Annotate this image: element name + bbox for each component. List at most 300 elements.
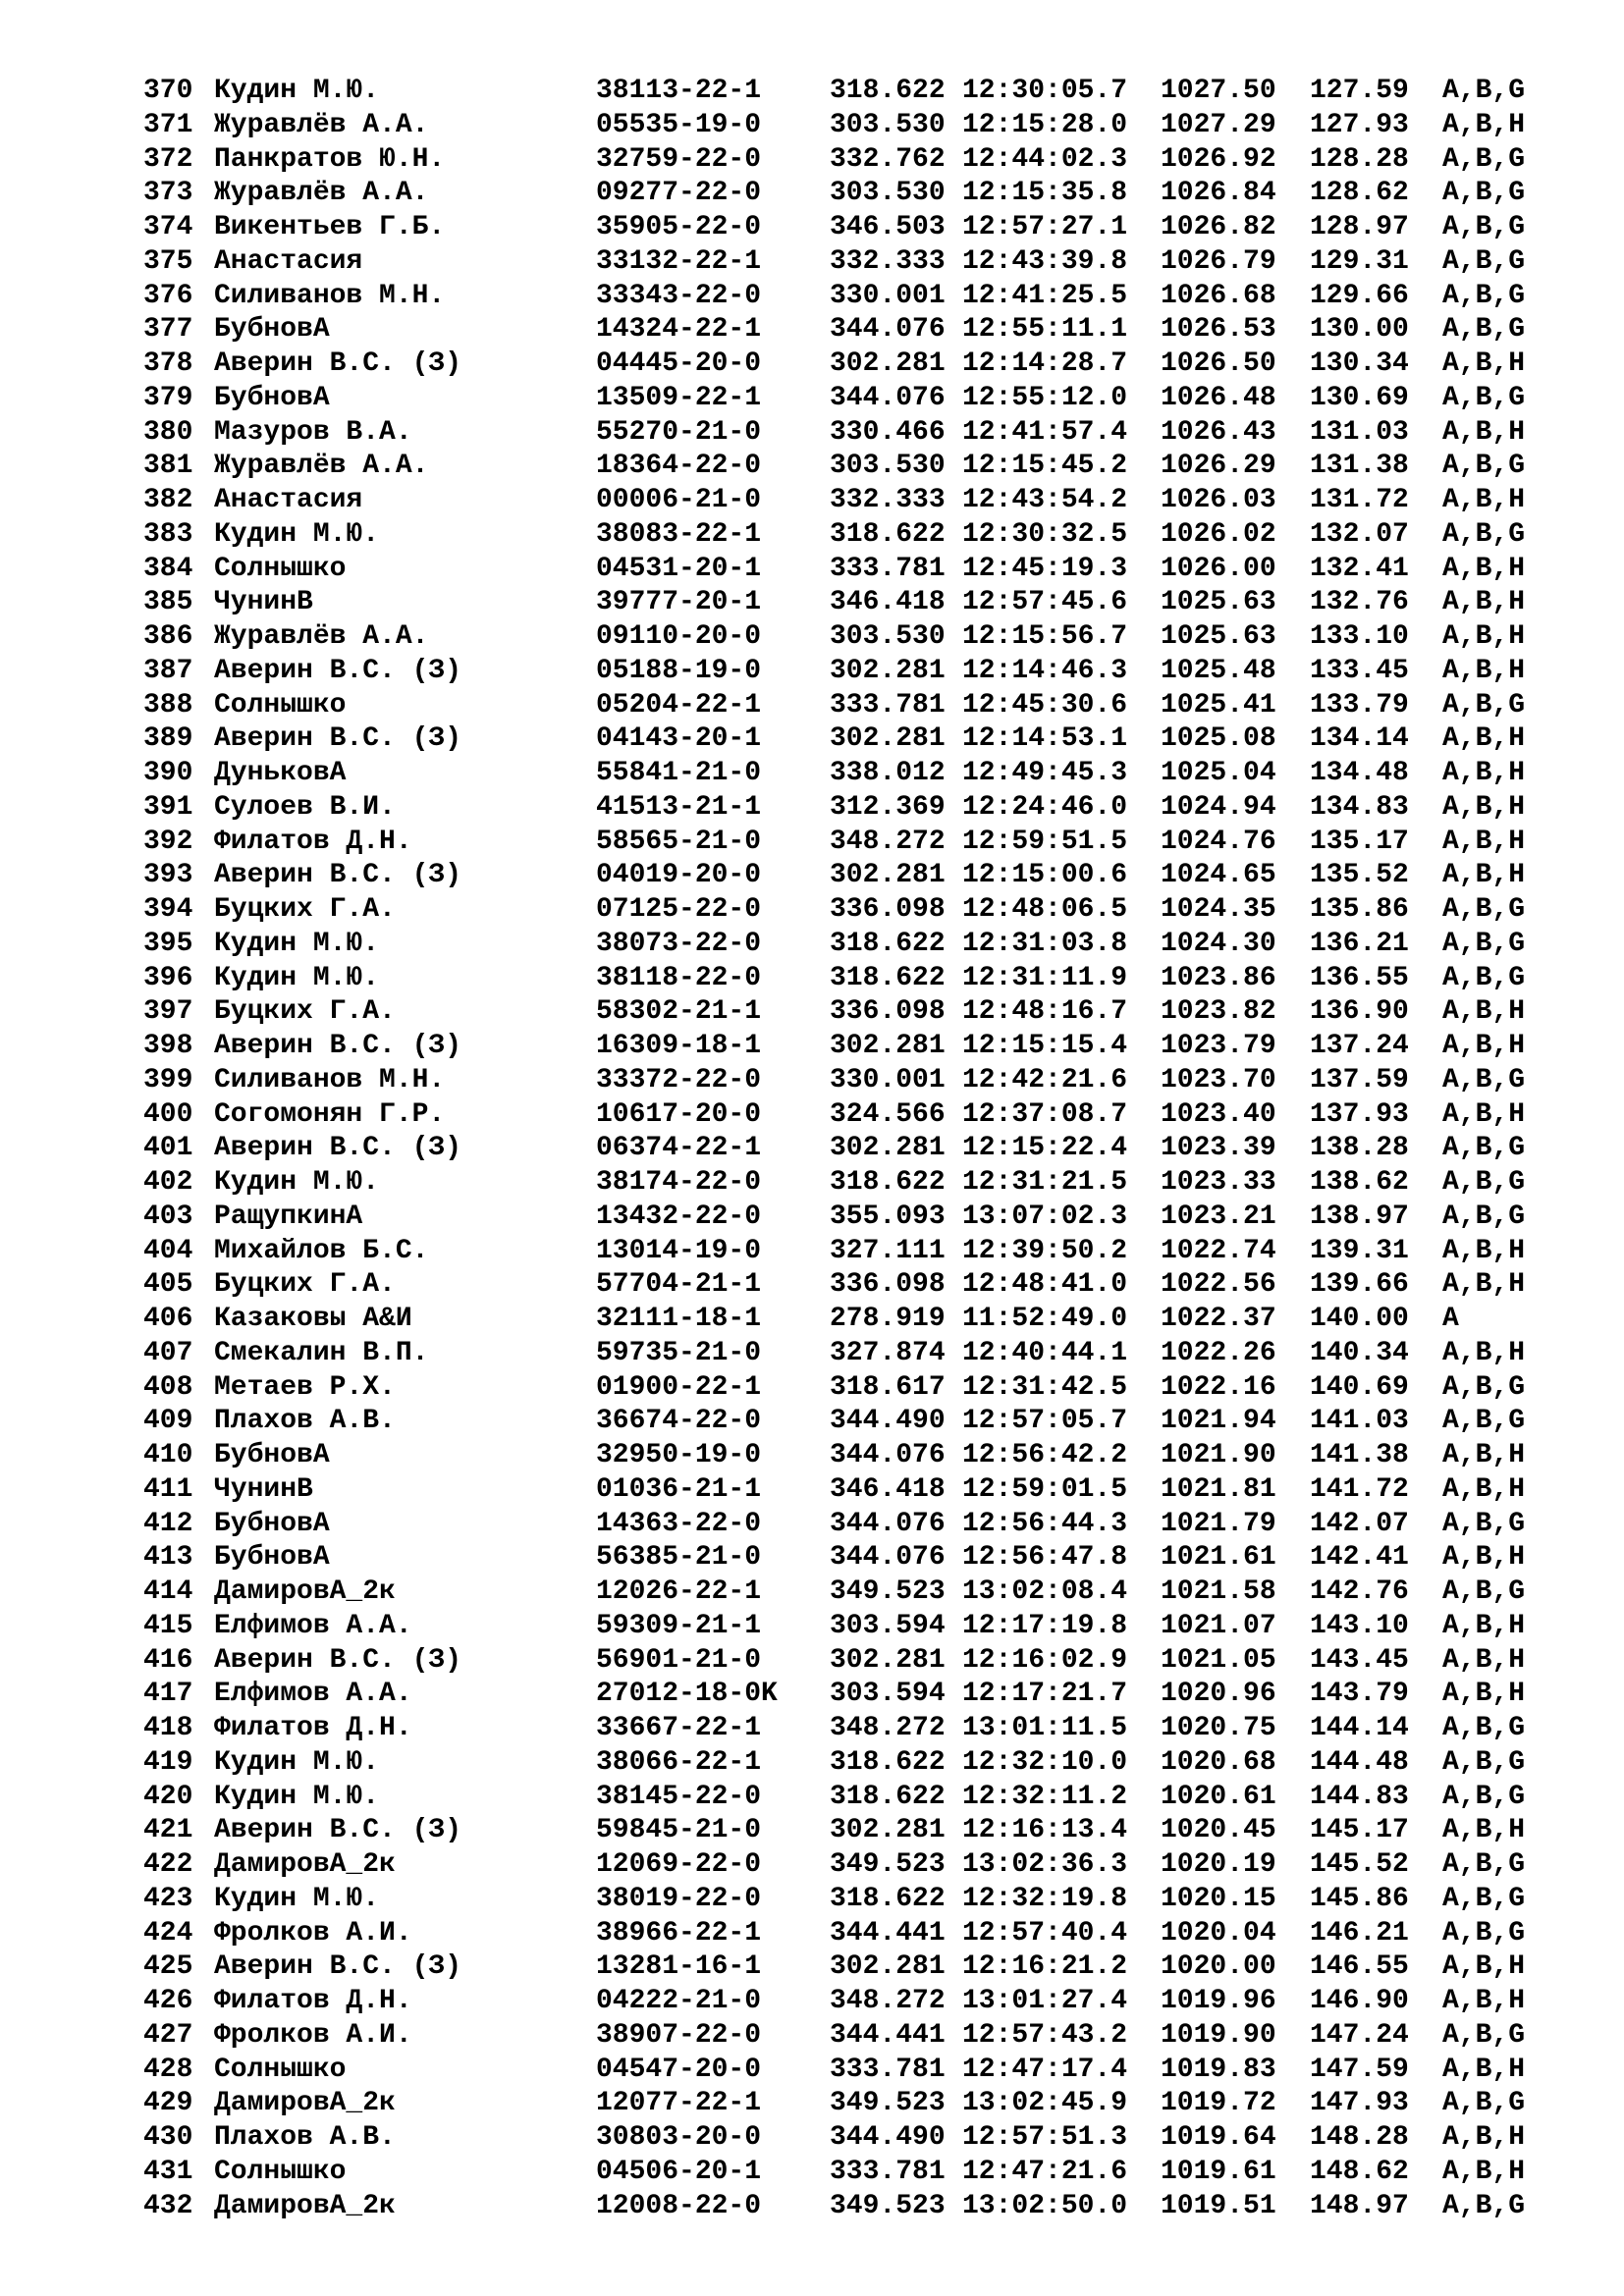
fancier-name: Кудин М.Ю. <box>214 962 380 993</box>
category-value: A <box>1442 1304 1459 1334</box>
table-row <box>143 177 1557 211</box>
arrival-time: 12:15:28.0 <box>962 109 1128 140</box>
table-row <box>143 826 1557 860</box>
speed-value: 1025.41 <box>1161 689 1276 721</box>
ring-number: 38907-22-0 <box>596 2019 762 2051</box>
table-row <box>143 2156 1557 2190</box>
row-number: 415 <box>143 1610 193 1641</box>
points-value: 138.97 <box>1310 1201 1409 1232</box>
ring-number: 30803-20-0 <box>596 2122 762 2153</box>
fancier-name: Сулоев В.И. <box>214 791 396 823</box>
table-row <box>143 75 1557 109</box>
ring-number: 32111-18-1 <box>596 1304 762 1334</box>
category-value: A,B,G <box>1442 212 1526 242</box>
table-row <box>143 109 1557 143</box>
category-value: A,B,G <box>1442 518 1526 550</box>
category-value: A,B,H <box>1442 1098 1526 1130</box>
points-value: 142.07 <box>1310 1508 1409 1539</box>
points-value: 127.59 <box>1310 76 1409 106</box>
distance-value: 327.111 <box>830 1235 946 1266</box>
table-row <box>143 2019 1557 2054</box>
row-number: 375 <box>143 245 193 277</box>
speed-value: 1021.61 <box>1161 1542 1276 1574</box>
ring-number: 09277-22-0 <box>596 178 762 209</box>
points-value: 147.93 <box>1310 2088 1409 2119</box>
ring-number: 56901-21-0 <box>596 1644 762 1676</box>
fancier-name: Кудин М.Ю. <box>214 1883 380 1914</box>
fancier-name: Филатов Д.Н. <box>214 1986 412 2016</box>
speed-value: 1020.04 <box>1161 1917 1276 1949</box>
distance-value: 303.530 <box>830 451 946 482</box>
ring-number: 56385-21-0 <box>596 1542 762 1574</box>
fancier-name: Елфимов А.А. <box>214 1679 412 1710</box>
category-value: A,B,G <box>1442 962 1526 993</box>
fancier-name: Журавлёв А.А. <box>214 178 429 209</box>
ring-number: 35905-22-0 <box>596 212 762 242</box>
category-value: A,B,G <box>1442 894 1526 925</box>
category-value: A,B,G <box>1442 1746 1526 1778</box>
ring-number: 04143-20-1 <box>596 723 762 755</box>
table-row <box>143 382 1557 416</box>
arrival-time: 12:39:50.2 <box>962 1235 1128 1266</box>
category-value: A,B,G <box>1442 1133 1526 1164</box>
speed-value: 1026.03 <box>1161 485 1276 515</box>
ring-number: 07125-22-0 <box>596 894 762 925</box>
category-value: A,B,H <box>1442 791 1526 823</box>
table-row <box>143 1985 1557 2019</box>
fancier-name: Журавлёв А.А. <box>214 109 429 140</box>
speed-value: 1019.51 <box>1161 2190 1276 2221</box>
row-number: 405 <box>143 1269 193 1301</box>
table-row <box>143 245 1557 280</box>
speed-value: 1022.74 <box>1161 1235 1276 1266</box>
table-row <box>143 586 1557 620</box>
row-number: 388 <box>143 689 193 721</box>
distance-value: 324.566 <box>830 1098 946 1130</box>
table-row <box>143 1030 1557 1064</box>
speed-value: 1020.68 <box>1161 1746 1276 1778</box>
arrival-time: 13:01:27.4 <box>962 1986 1128 2016</box>
category-value: A,B,H <box>1442 723 1526 755</box>
points-value: 148.97 <box>1310 2190 1409 2221</box>
arrival-time: 12:43:39.8 <box>962 245 1128 277</box>
distance-value: 333.781 <box>830 689 946 721</box>
speed-value: 1021.07 <box>1161 1610 1276 1641</box>
row-number: 373 <box>143 178 193 209</box>
row-number: 416 <box>143 1644 193 1676</box>
row-number: 424 <box>143 1917 193 1949</box>
arrival-time: 12:59:51.5 <box>962 826 1128 857</box>
arrival-time: 12:16:21.2 <box>962 1951 1128 1983</box>
category-value: A,B,G <box>1442 2019 1526 2051</box>
arrival-time: 12:15:45.2 <box>962 451 1128 482</box>
speed-value: 1024.94 <box>1161 791 1276 823</box>
fancier-name: Мазуров В.А. <box>214 416 412 448</box>
distance-value: 344.490 <box>830 1406 946 1437</box>
points-value: 133.45 <box>1310 655 1409 686</box>
row-number: 391 <box>143 791 193 823</box>
ring-number: 38113-22-1 <box>596 76 762 106</box>
distance-value: 318.622 <box>830 1167 946 1198</box>
ring-number: 00006-21-0 <box>596 485 762 515</box>
points-value: 142.76 <box>1310 1576 1409 1607</box>
points-value: 133.79 <box>1310 689 1409 721</box>
arrival-time: 12:42:21.6 <box>962 1064 1128 1095</box>
distance-value: 346.503 <box>830 212 946 242</box>
points-value: 137.93 <box>1310 1098 1409 1130</box>
ring-number: 05188-19-0 <box>596 655 762 686</box>
distance-value: 302.281 <box>830 1133 946 1164</box>
category-value: A,B,H <box>1442 1235 1526 1266</box>
points-value: 131.72 <box>1310 485 1409 515</box>
row-number: 427 <box>143 2019 193 2051</box>
fancier-name: Анастасия <box>214 485 363 515</box>
speed-value: 1026.48 <box>1161 382 1276 413</box>
table-row <box>143 347 1557 382</box>
points-value: 138.28 <box>1310 1133 1409 1164</box>
ring-number: 12069-22-0 <box>596 1849 762 1880</box>
row-number: 408 <box>143 1371 193 1403</box>
distance-value: 332.333 <box>830 245 946 277</box>
distance-value: 302.281 <box>830 655 946 686</box>
category-value: A,B,G <box>1442 178 1526 209</box>
speed-value: 1020.96 <box>1161 1679 1276 1710</box>
category-value: A,B,G <box>1442 245 1526 277</box>
table-row <box>143 791 1557 826</box>
speed-value: 1019.61 <box>1161 2156 1276 2187</box>
row-number: 377 <box>143 314 193 346</box>
fancier-name: ДуньковА <box>214 758 347 788</box>
table-row <box>143 1917 1557 1951</box>
category-value: A,B,G <box>1442 1406 1526 1437</box>
speed-value: 1020.15 <box>1161 1883 1276 1914</box>
distance-value: 303.530 <box>830 621 946 652</box>
row-number: 392 <box>143 826 193 857</box>
category-value: A,B,H <box>1442 485 1526 515</box>
ring-number: 06374-22-1 <box>596 1133 762 1164</box>
arrival-time: 12:24:46.0 <box>962 791 1128 823</box>
ring-number: 36674-22-0 <box>596 1406 762 1437</box>
category-value: A,B,H <box>1442 1679 1526 1710</box>
points-value: 145.86 <box>1310 1883 1409 1914</box>
row-number: 374 <box>143 212 193 242</box>
distance-value: 330.001 <box>830 280 946 311</box>
table-row <box>143 2121 1557 2156</box>
distance-value: 318.622 <box>830 1781 946 1812</box>
table-row <box>143 280 1557 314</box>
table-row <box>143 2087 1557 2121</box>
ring-number: 38066-22-1 <box>596 1746 762 1778</box>
row-number: 421 <box>143 1815 193 1846</box>
distance-value: 303.594 <box>830 1679 946 1710</box>
speed-value: 1026.92 <box>1161 143 1276 175</box>
table-row <box>143 1235 1557 1269</box>
points-value: 146.21 <box>1310 1917 1409 1949</box>
table-row <box>143 689 1557 723</box>
points-value: 140.69 <box>1310 1371 1409 1403</box>
ring-number: 32950-19-0 <box>596 1440 762 1470</box>
category-value: A,B,H <box>1442 2156 1526 2187</box>
row-number: 409 <box>143 1406 193 1437</box>
distance-value: 336.098 <box>830 894 946 925</box>
ring-number: 04445-20-0 <box>596 348 762 379</box>
table-row <box>143 416 1557 451</box>
row-number: 383 <box>143 518 193 550</box>
points-value: 130.34 <box>1310 348 1409 379</box>
fancier-name: Кудин М.Ю. <box>214 76 380 106</box>
distance-value: 330.001 <box>830 1064 946 1095</box>
distance-value: 330.466 <box>830 416 946 448</box>
table-row <box>143 1746 1557 1781</box>
row-number: 410 <box>143 1440 193 1470</box>
speed-value: 1021.94 <box>1161 1406 1276 1437</box>
ring-number: 16309-18-1 <box>596 1031 762 1061</box>
distance-value: 332.762 <box>830 143 946 175</box>
table-row <box>143 211 1557 245</box>
arrival-time: 12:31:11.9 <box>962 962 1128 993</box>
arrival-time: 12:15:15.4 <box>962 1031 1128 1061</box>
results-table <box>143 75 1557 2223</box>
ring-number: 04019-20-0 <box>596 860 762 891</box>
arrival-time: 12:31:42.5 <box>962 1371 1128 1403</box>
points-value: 132.76 <box>1310 587 1409 618</box>
speed-value: 1021.05 <box>1161 1644 1276 1676</box>
speed-value: 1025.08 <box>1161 723 1276 755</box>
fancier-name: Кудин М.Ю. <box>214 1781 380 1812</box>
table-row <box>143 995 1557 1030</box>
ring-number: 33343-22-0 <box>596 280 762 311</box>
fancier-name: БубновА <box>214 1508 330 1539</box>
fancier-name: Аверин В.С. (З) <box>214 1031 462 1061</box>
distance-value: 349.523 <box>830 2088 946 2119</box>
row-number: 411 <box>143 1473 193 1505</box>
row-number: 396 <box>143 962 193 993</box>
fancier-name: Журавлёв А.А. <box>214 451 429 482</box>
category-value: A,B,G <box>1442 314 1526 346</box>
points-value: 134.14 <box>1310 723 1409 755</box>
row-number: 404 <box>143 1235 193 1266</box>
speed-value: 1022.56 <box>1161 1269 1276 1301</box>
row-number: 376 <box>143 280 193 311</box>
arrival-time: 12:47:17.4 <box>962 2054 1128 2085</box>
category-value: A,B,G <box>1442 76 1526 106</box>
speed-value: 1027.29 <box>1161 109 1276 140</box>
row-number: 393 <box>143 860 193 891</box>
arrival-time: 12:55:11.1 <box>962 314 1128 346</box>
row-number: 385 <box>143 587 193 618</box>
ring-number: 12077-22-1 <box>596 2088 762 2119</box>
distance-value: 333.781 <box>830 2156 946 2187</box>
points-value: 135.86 <box>1310 894 1409 925</box>
ring-number: 05535-19-0 <box>596 109 762 140</box>
fancier-name: БубновА <box>214 382 330 413</box>
distance-value: 336.098 <box>830 996 946 1028</box>
table-row <box>143 1814 1557 1848</box>
row-number: 406 <box>143 1304 193 1334</box>
row-number: 426 <box>143 1986 193 2016</box>
speed-value: 1026.53 <box>1161 314 1276 346</box>
row-number: 397 <box>143 996 193 1028</box>
speed-value: 1023.39 <box>1161 1133 1276 1164</box>
arrival-time: 12:37:08.7 <box>962 1098 1128 1130</box>
category-value: A,B,G <box>1442 2190 1526 2221</box>
table-row <box>143 1678 1557 1712</box>
row-number: 417 <box>143 1679 193 1710</box>
category-value: A,B,H <box>1442 1269 1526 1301</box>
table-row <box>143 1575 1557 1610</box>
row-number: 407 <box>143 1337 193 1368</box>
arrival-time: 12:41:57.4 <box>962 416 1128 448</box>
fancier-name: Казаковы А&И <box>214 1304 412 1334</box>
distance-value: 344.490 <box>830 2122 946 2153</box>
distance-value: 312.369 <box>830 791 946 823</box>
points-value: 137.24 <box>1310 1031 1409 1061</box>
speed-value: 1022.37 <box>1161 1304 1276 1334</box>
points-value: 134.83 <box>1310 791 1409 823</box>
table-row <box>143 1473 1557 1508</box>
table-row <box>143 1166 1557 1201</box>
distance-value: 332.333 <box>830 485 946 515</box>
table-row <box>143 1644 1557 1679</box>
table-row <box>143 620 1557 655</box>
fancier-name: Плахов А.В. <box>214 2122 396 2153</box>
ring-number: 13432-22-0 <box>596 1201 762 1232</box>
points-value: 135.17 <box>1310 826 1409 857</box>
table-row <box>143 143 1557 178</box>
speed-value: 1022.26 <box>1161 1337 1276 1368</box>
ring-number: 38019-22-0 <box>596 1883 762 1914</box>
table-row <box>143 518 1557 553</box>
speed-value: 1024.30 <box>1161 928 1276 959</box>
table-row <box>143 2054 1557 2088</box>
speed-value: 1019.96 <box>1161 1986 1276 2016</box>
row-number: 371 <box>143 109 193 140</box>
speed-value: 1023.70 <box>1161 1064 1276 1095</box>
row-number: 386 <box>143 621 193 652</box>
arrival-time: 12:16:02.9 <box>962 1644 1128 1676</box>
points-value: 136.90 <box>1310 996 1409 1028</box>
ring-number: 59845-21-0 <box>596 1815 762 1846</box>
fancier-name: ЧунинВ <box>214 1473 313 1505</box>
ring-number: 14363-22-0 <box>596 1508 762 1539</box>
speed-value: 1020.61 <box>1161 1781 1276 1812</box>
row-number: 401 <box>143 1133 193 1164</box>
category-value: A,B,H <box>1442 1644 1526 1676</box>
category-value: A,B,G <box>1442 1781 1526 1812</box>
points-value: 145.17 <box>1310 1815 1409 1846</box>
category-value: A,B,H <box>1442 2122 1526 2153</box>
speed-value: 1021.81 <box>1161 1473 1276 1505</box>
ring-number: 04222-21-0 <box>596 1986 762 2016</box>
points-value: 148.62 <box>1310 2156 1409 2187</box>
arrival-time: 12:14:46.3 <box>962 655 1128 686</box>
speed-value: 1019.64 <box>1161 2122 1276 2153</box>
points-value: 131.03 <box>1310 416 1409 448</box>
points-value: 143.45 <box>1310 1644 1409 1676</box>
distance-value: 344.076 <box>830 382 946 413</box>
arrival-time: 12:57:43.2 <box>962 2019 1128 2051</box>
table-row <box>143 655 1557 689</box>
fancier-name: Аверин В.С. (З) <box>214 860 462 891</box>
category-value: A,B,G <box>1442 689 1526 721</box>
arrival-time: 12:45:19.3 <box>962 553 1128 584</box>
fancier-name: Солнышко <box>214 2156 347 2187</box>
speed-value: 1026.50 <box>1161 348 1276 379</box>
table-row <box>143 1064 1557 1098</box>
table-row <box>143 1201 1557 1235</box>
distance-value: 344.076 <box>830 314 946 346</box>
table-row <box>143 1950 1557 1985</box>
points-value: 136.21 <box>1310 928 1409 959</box>
fancier-name: Силиванов М.Н. <box>214 1064 446 1095</box>
ring-number: 18364-22-0 <box>596 451 762 482</box>
arrival-time: 12:32:11.2 <box>962 1781 1128 1812</box>
table-row <box>143 1132 1557 1166</box>
fancier-name: Плахов А.В. <box>214 1406 396 1437</box>
distance-value: 303.530 <box>830 178 946 209</box>
category-value: A,B,G <box>1442 1849 1526 1880</box>
ring-number: 04547-20-0 <box>596 2054 762 2085</box>
table-row <box>143 1439 1557 1473</box>
fancier-name: Смекалин В.П. <box>214 1337 429 1368</box>
table-row <box>143 1508 1557 1542</box>
arrival-time: 12:41:25.5 <box>962 280 1128 311</box>
speed-value: 1025.63 <box>1161 621 1276 652</box>
fancier-name: Буцких Г.А. <box>214 996 396 1028</box>
row-number: 399 <box>143 1064 193 1095</box>
row-number: 387 <box>143 655 193 686</box>
fancier-name: Солнышко <box>214 553 347 584</box>
distance-value: 318.622 <box>830 518 946 550</box>
row-number: 430 <box>143 2122 193 2153</box>
arrival-time: 12:57:51.3 <box>962 2122 1128 2153</box>
ring-number: 58302-21-1 <box>596 996 762 1028</box>
points-value: 141.03 <box>1310 1406 1409 1437</box>
points-value: 140.34 <box>1310 1337 1409 1368</box>
speed-value: 1024.35 <box>1161 894 1276 925</box>
row-number: 429 <box>143 2088 193 2119</box>
fancier-name: Солнышко <box>214 689 347 721</box>
speed-value: 1019.72 <box>1161 2088 1276 2119</box>
distance-value: 302.281 <box>830 1951 946 1983</box>
distance-value: 302.281 <box>830 1815 946 1846</box>
distance-value: 303.594 <box>830 1610 946 1641</box>
ring-number: 55270-21-0 <box>596 416 762 448</box>
fancier-name: Кудин М.Ю. <box>214 1167 380 1198</box>
speed-value: 1026.02 <box>1161 518 1276 550</box>
category-value: A,B,G <box>1442 280 1526 311</box>
ring-number: 33372-22-0 <box>596 1064 762 1095</box>
category-value: A,B,G <box>1442 1064 1526 1095</box>
ring-number: 01900-22-1 <box>596 1371 762 1403</box>
row-number: 389 <box>143 723 193 755</box>
points-value: 139.66 <box>1310 1269 1409 1301</box>
speed-value: 1021.58 <box>1161 1576 1276 1607</box>
speed-value: 1019.90 <box>1161 2019 1276 2051</box>
speed-value: 1025.48 <box>1161 655 1276 686</box>
ring-number: 58565-21-0 <box>596 826 762 857</box>
category-value: A,B,H <box>1442 109 1526 140</box>
arrival-time: 13:02:36.3 <box>962 1849 1128 1880</box>
points-value: 137.59 <box>1310 1064 1409 1095</box>
fancier-name: БубновА <box>214 1542 330 1574</box>
speed-value: 1026.68 <box>1161 280 1276 311</box>
arrival-time: 12:17:21.7 <box>962 1679 1128 1710</box>
distance-value: 333.781 <box>830 2054 946 2085</box>
fancier-name: ДамировА_2к <box>214 1849 396 1880</box>
distance-value: 349.523 <box>830 1576 946 1607</box>
arrival-time: 13:01:11.5 <box>962 1713 1128 1743</box>
